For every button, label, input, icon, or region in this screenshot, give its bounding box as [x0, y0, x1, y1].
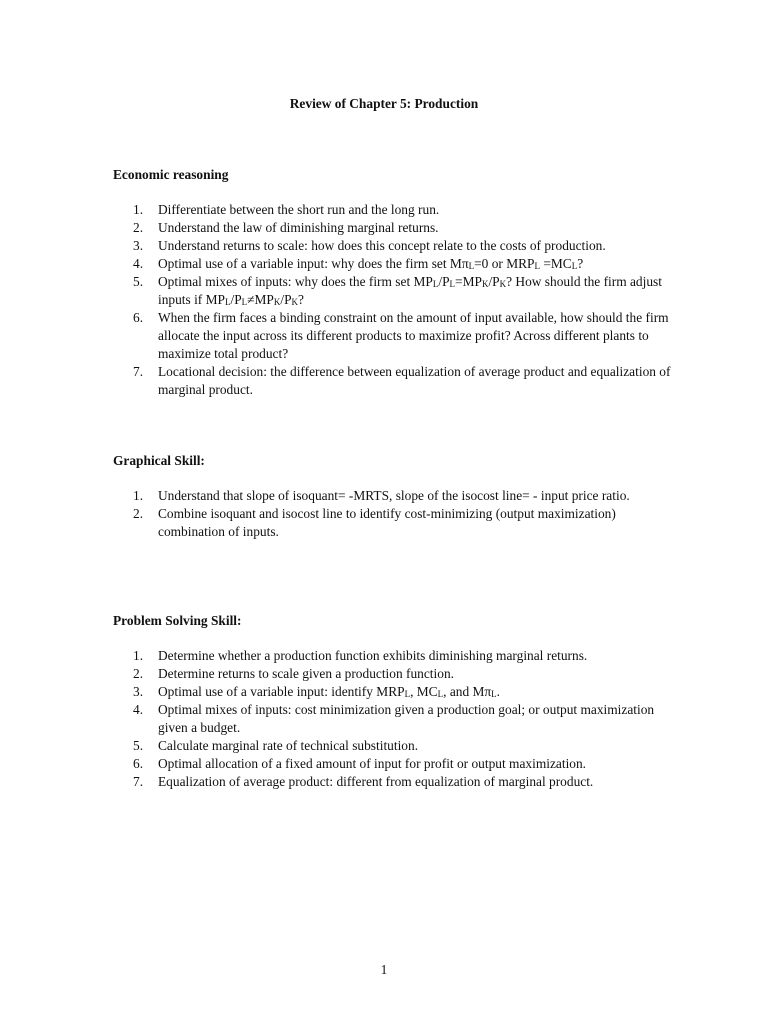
list-item [113, 647, 673, 665]
page-title: Review of Chapter 5: Production [289, 96, 479, 111]
section-heading-problem-solving-skill: Problem Solving Skill: [113, 613, 242, 628]
list-item-text: Determine whether a production function exhibits diminishing marginal returns. [158, 648, 588, 663]
section-heading-graphical-skill: Graphical Skill: [113, 453, 205, 468]
list-item-number: 7. [133, 364, 144, 379]
list-item-number: 4. [133, 702, 144, 717]
list-item [113, 487, 673, 505]
list-item [113, 201, 673, 219]
list-item [113, 505, 673, 541]
list-item [113, 701, 673, 737]
list-item-number: 6. [133, 756, 144, 771]
list-item-number: 4. [133, 256, 144, 271]
list-item [113, 773, 673, 791]
list-item-text: Understand returns to scale: how does this concept relate to the costs of production. [158, 238, 606, 253]
list-item [113, 683, 673, 701]
list-item-text: Locational decision: the difference between equalization of average product and equalization of marginal product. [158, 364, 671, 397]
list-item [113, 237, 673, 255]
list-item [113, 737, 673, 755]
list-item-text: Optimal use of a variable input: identify $MRP_L$, $MC_L$, and $M\pi_L$. [158, 684, 501, 699]
list-item [113, 309, 673, 363]
list-item-text: Equalization of average product: different from equalization of marginal product. [158, 774, 594, 789]
list-item-text: When the firm faces a binding constraint on the amount of input available, how should the firm allocate the input across its different products to maximize profit? Across different plants to maximize total product? [158, 310, 669, 361]
list-item-text: Combine isoquant and isocost line to identify cost-minimizing (output maximization) combination of inputs. [158, 506, 616, 539]
list-item-number: 3. [133, 238, 144, 253]
list-item-text: Understand the law of diminishing marginal returns. [158, 220, 439, 235]
list-item [113, 363, 673, 399]
list-item-number: 7. [133, 774, 144, 789]
list-item-text: Optimal use of a variable input: why does the firm set $M\pi_L=0$ or $MRP_L =MC_L$? [158, 256, 584, 271]
list-item-number: 6. [133, 310, 144, 325]
list-item-text: Calculate marginal rate of technical substitution. [158, 738, 419, 753]
page-number: 1 [380, 962, 388, 977]
list-item [113, 219, 673, 237]
list-item [113, 755, 673, 773]
list-item-number: 3. [133, 684, 144, 699]
list-item-number: 5. [133, 274, 144, 289]
list-item-number: 5. [133, 738, 144, 753]
list-item-number: 1. [133, 488, 144, 503]
list-item [113, 273, 673, 309]
graphical-skill-list [113, 487, 673, 541]
list-item-number: 1. [133, 202, 144, 217]
list-item-number: 2. [133, 220, 144, 235]
economic-reasoning-list [113, 201, 673, 399]
list-item-text: Understand that slope of isoquant= -MRTS, slope of the isocost line= - input price ratio. [158, 488, 630, 503]
list-item [113, 665, 673, 683]
section-heading-economic-reasoning: Economic reasoning [113, 167, 229, 182]
list-item-number: 2. [133, 666, 144, 681]
list-item [113, 255, 673, 273]
list-item-text: Optimal mixes of inputs: cost minimization given a production goal; or output maximization given a budget. [158, 702, 655, 735]
list-item-text: Optimal allocation of a fixed amount of input for profit or output maximization. [158, 756, 587, 771]
problem-solving-skill-list [113, 647, 673, 791]
list-item-number: 1. [133, 648, 144, 663]
list-item-text: Optimal mixes of inputs: why does the firm set $MP_L/P_L=MP_K/P_K$? How should the firm adjust inputs if $MP_L/P_L\ne MP_K/P_K$? [158, 274, 662, 307]
list-item-number: 2. [133, 506, 144, 521]
list-item-text: Determine returns to scale given a production function. [158, 666, 454, 681]
list-item-text: Differentiate between the short run and the long run. [158, 202, 440, 217]
